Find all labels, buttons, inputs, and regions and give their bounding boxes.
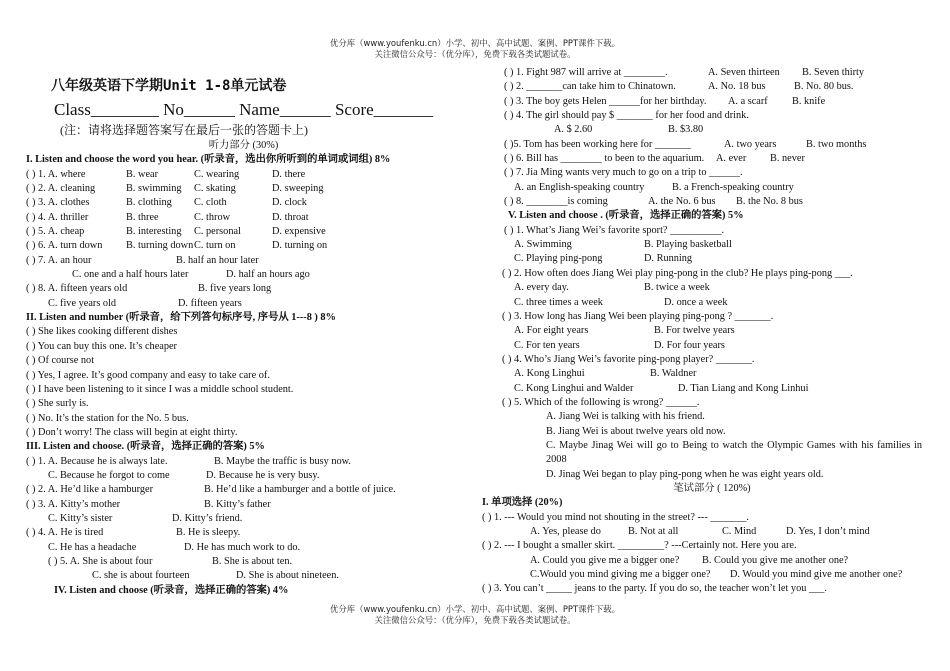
exam-title: 八年级英语下学期Unit 1-8单元试卷 <box>51 78 287 94</box>
option-d: D. once a week <box>664 296 728 308</box>
question-row <box>482 109 922 123</box>
option-d: D. Would you mind give me another one? <box>730 569 903 581</box>
option-d: D. clock <box>272 197 307 209</box>
list-item: ( ) I have been listening to it since I was a middle school student. <box>26 383 294 395</box>
question-stem: ( ) 2. A. cleaning <box>26 183 96 195</box>
option-c: C. personal <box>194 226 241 238</box>
option-a: A. ever <box>716 153 747 165</box>
section-3-heading: III. Listen and choose. (听录音，选择正确的答案) 5% <box>26 441 265 453</box>
question-row <box>482 123 922 137</box>
question-row <box>26 526 451 540</box>
option-b: B. Seven thirty <box>802 67 865 78</box>
option-c: C. Because he forgot to come <box>48 469 170 481</box>
question-stem: ( ) 4. A. He is tired <box>26 527 104 539</box>
option-b: B. He is sleepy. <box>176 527 241 539</box>
option-b: B. a French-speaking country <box>672 181 794 193</box>
option-b: B. two months <box>806 138 867 150</box>
question-row <box>26 254 451 268</box>
list-item: ( ) She likes cooking different dishes <box>26 326 178 338</box>
option-b: B. She is about ten. <box>212 555 293 567</box>
option-c: C. Playing ping-pong <box>514 253 603 265</box>
option-c: C. throw <box>194 211 231 223</box>
option-d: D. For four years <box>654 339 725 351</box>
list-item: ( ) Don’t worry! The class will begin at eight thirty. <box>26 426 238 438</box>
written-heading: 笔试部分 ( 120%) <box>673 482 751 494</box>
question-row <box>482 252 922 266</box>
section-1-items <box>26 168 451 254</box>
question-row <box>482 152 922 166</box>
question-stem: ( ) 3. The boy gets Helen ______for her birthday. <box>504 95 707 107</box>
option-d: D. Running <box>644 253 693 265</box>
question-row <box>482 181 922 195</box>
question-row <box>482 568 922 582</box>
right-column <box>482 66 922 597</box>
question-stem: ( )5. Tom has been working here for _______ <box>504 138 691 150</box>
option-b: B. Maybe the traffic is busy now. <box>214 455 351 467</box>
question-row <box>26 555 451 569</box>
option-b: B. No. 80 bus. <box>794 81 854 93</box>
option-d: D. expensive <box>272 226 326 238</box>
footer-line-2: 关注微信公众号：（优分库），免费下载各类试题试卷。 <box>374 615 576 625</box>
option-a: A. the No. 6 bus <box>648 196 716 208</box>
class-info-line: Class________ No______ Name______ Score_______ <box>54 100 434 119</box>
question-row <box>482 382 922 396</box>
option-b: B. He’d like a hamburger and a bottle of juice. <box>204 484 396 496</box>
option-c: C. Kitty’s sister <box>48 512 113 524</box>
question-row <box>26 225 451 239</box>
question-row <box>482 525 922 539</box>
option-c: C. five years old <box>48 297 117 309</box>
option-d: D. there <box>272 168 306 180</box>
question-row <box>482 66 922 80</box>
option-c: C. He has a headache <box>48 541 137 553</box>
option-b: B. knife <box>792 95 826 107</box>
option-a: A. Swimming <box>514 239 572 251</box>
question-row <box>26 196 451 210</box>
section-2-heading: II. Listen and number (听录音，给下列答句标序号, 序号从 1---8 ) 8% <box>26 312 336 324</box>
option-b: B. $3.80 <box>668 124 704 136</box>
question-row <box>26 469 451 483</box>
question-row <box>482 138 922 152</box>
question-stem: ( ) 2. --- I bought a smaller skirt. _________? ---Certainly not. Here you are. <box>482 540 797 552</box>
question-stem: ( ) 4. Who’s Jiang Wei’s favorite ping-pong player? _______. <box>502 353 755 365</box>
option-d: D. She is about nineteen. <box>236 570 339 582</box>
question-stem: ( ) 1. A. Because he is always late. <box>26 455 168 467</box>
option-d: D. Because he is very busy. <box>206 469 320 481</box>
question-row <box>482 166 922 180</box>
section-5 <box>482 209 922 482</box>
option-b: B. Not at all <box>628 526 679 537</box>
question-row <box>482 339 922 353</box>
question-row <box>26 483 451 497</box>
question-row <box>482 238 922 252</box>
question-row <box>26 168 451 182</box>
option-b: B. Kitty’s father <box>204 498 271 510</box>
option-d: D. He has much work to do. <box>184 541 301 553</box>
option-c: C. she is about fourteen <box>92 570 190 582</box>
question-stem: ( ) 7. Jia Ming wants very much to go on a trip to ______. <box>504 167 743 179</box>
option-d: D. Tian Liang and Kong Linhui <box>678 382 809 394</box>
section-4-questions <box>482 66 922 209</box>
header-line-1: 优分库（www.youfenku.cn）小学、初中、高中试题、案例、PPT课件下载。 <box>330 38 620 48</box>
option-d: D. half an hours ago <box>226 269 310 281</box>
written-section-1-heading: I. 单项选择 (20%) <box>482 497 563 509</box>
option-c: C. skating <box>194 183 236 195</box>
list-item: ( ) She surly is. <box>26 398 89 410</box>
listening-heading: 听力部分 (30%) <box>208 140 279 151</box>
option-b: B. three <box>126 211 159 223</box>
page-header <box>0 38 950 60</box>
question-stem: ( ) 5. A. She is about four <box>48 555 153 567</box>
section-4-heading: IV. Listen and choose (听录音，选择正确的答案) 4% <box>54 584 289 596</box>
question-row <box>26 297 451 311</box>
question-row <box>482 296 922 310</box>
option-b: B. turning down <box>126 240 194 252</box>
question-row <box>482 281 922 295</box>
question-stem: ( ) 4. A. thriller <box>26 211 89 223</box>
option-c: C. one and a half hours later <box>72 269 189 281</box>
question-stem: ( ) 2. How often does Jiang Wei play ping-pong in the club? He plays ping-pong ___. <box>502 267 853 279</box>
option-a: A. No. 18 bus <box>708 81 766 93</box>
option-b: B. Jiang Wei is about twelve years old now. <box>546 425 726 437</box>
option-b: B. For twelve years <box>654 325 735 337</box>
section-3 <box>26 440 451 583</box>
option-b: B. Could you give me another one? <box>702 554 849 566</box>
page-footer <box>0 604 950 626</box>
option-c: C. three times a week <box>514 296 603 308</box>
option-b: B. interesting <box>126 226 182 238</box>
option-b: B. twice a week <box>644 282 710 294</box>
option-b: B. never <box>770 153 805 165</box>
answer-note: (注：请将选择题答案写在最后一张的答题卡上) <box>60 123 308 137</box>
option-a: A. For eight years <box>514 325 589 337</box>
question-stem: ( ) 6. Bill has ________ to been to the aquarium. <box>504 153 705 165</box>
option-c: C. Kong Linghui and Walder <box>514 382 634 394</box>
written-section-1 <box>482 496 922 596</box>
option-d: D. throat <box>272 211 309 223</box>
option-c: C. Mind <box>722 526 757 537</box>
option-d: D. turning on <box>272 240 328 252</box>
option-c: C. wearing <box>194 168 240 180</box>
footer-line-1: 优分库（www.youfenku.cn）小学、初中、高中试题、案例、PPT课件下载。 <box>330 604 620 614</box>
list-item: ( ) Yes, I agree. It’s good company and easy to take care of. <box>26 369 270 381</box>
question-stem: ( ) 3. How long has Jiang Wei been playing ping-pong ? _______. <box>502 310 774 322</box>
question-stem: ( ) 2. _______can take him to Chinatown. <box>504 81 676 93</box>
option-a: A. Seven thirteen <box>708 67 780 78</box>
question-stem: ( ) 5. A. cheap <box>26 226 85 238</box>
option-d: D. Yes, I don’t mind <box>786 526 870 537</box>
option-b: B. the No. 8 bus <box>736 196 803 208</box>
question-row <box>482 367 922 381</box>
question-stem: ( ) 2. A. He’d like a hamburger <box>26 484 154 496</box>
option-b: B. Waldner <box>650 368 697 380</box>
question-row <box>26 268 451 282</box>
question-row <box>26 498 451 512</box>
option-b: B. half an hour later <box>176 254 259 266</box>
option-a: A. a scarf <box>728 95 768 107</box>
question-row <box>482 195 922 209</box>
option-b: B. clothing <box>126 197 172 209</box>
question-row <box>26 211 451 225</box>
question-row <box>26 455 451 469</box>
question-row <box>26 282 451 296</box>
option-c: C. cloth <box>194 197 227 209</box>
option-d: D. fifteen years <box>178 297 242 309</box>
question-row <box>482 554 922 568</box>
option-c: C. turn on <box>194 240 236 252</box>
option-a: A. $ 2.60 <box>554 124 593 136</box>
question-row <box>26 569 451 583</box>
option-d: D. Kitty’s friend. <box>172 512 243 524</box>
question-stem: ( ) 3. A. Kitty’s mother <box>26 498 121 510</box>
option-b: B. swimming <box>126 183 182 195</box>
option-a: A. Yes, please do <box>530 526 601 537</box>
list-item: ( ) You can buy this one. It’s cheaper <box>26 340 177 352</box>
option-a: A. every day. <box>514 282 569 294</box>
option-b: B. Playing basketball <box>644 239 732 251</box>
question-row <box>26 182 451 196</box>
option-a: A. Jiang Wei is talking with his friend. <box>546 411 705 423</box>
question-stem: ( ) 1. Fight 987 will arrive at ________. <box>504 67 668 78</box>
question-row <box>482 324 922 338</box>
option-b: B. five years long <box>198 283 272 295</box>
list-item: ( ) No. It’s the station for the No. 5 bus. <box>26 412 189 424</box>
left-column <box>26 66 451 598</box>
question-stem: ( ) 8. A. fifteen years old <box>26 283 128 295</box>
option-d: D. sweeping <box>272 183 324 195</box>
option-b: B. wear <box>126 168 159 180</box>
question-stem: ( ) 3. A. clothes <box>26 197 90 209</box>
question-stem: ( ) 4. The girl should pay $ _______ for her food and drink. <box>504 110 749 122</box>
question-row <box>26 239 451 253</box>
option-a: A. two years <box>724 138 777 150</box>
option-a: A. Kong Linghui <box>514 368 585 380</box>
question-stem: ( ) 8. ________is coming <box>504 196 608 208</box>
question-row <box>482 95 922 109</box>
question-stem: ( ) 3. You can’t _____ jeans to the party. If you do so, the teacher won’t let you ___. <box>482 583 827 595</box>
section-5-heading: V. Listen and choose . (听录音，选择正确的答案) 5% <box>508 210 744 222</box>
option-d: D. Jinag Wei began to play ping-pong when he was eight years old. <box>546 468 824 480</box>
question-stem: ( ) 1. What’s Jiang Wei’s favorite sport? __________. <box>504 224 725 236</box>
question-stem: ( ) 5. Which of the following is wrong? ______. <box>502 396 700 408</box>
option-c: C. Maybe Jinag Wei will go to Being to watch the Olympic Games with his families in 2008 <box>546 439 922 466</box>
section-1-heading: I. Listen and choose the word you hear. (听录音，选出你所听到的单词或词组) 8% <box>26 154 391 166</box>
list-item: ( ) Of course not <box>26 355 95 367</box>
section-1 <box>26 153 451 311</box>
question-row <box>26 512 451 526</box>
option-c: C.Would you mind giving me a bigger one? <box>530 569 711 581</box>
option-a: A. Could you give me a bigger one? <box>530 554 680 566</box>
option-c: C. For ten years <box>514 339 580 351</box>
question-row <box>26 541 451 555</box>
header-line-2: 关注微信公众号：（优分库），免费下载各类试题试卷。 <box>374 49 576 59</box>
option-a: A. an English-speaking country <box>514 181 645 193</box>
question-stem: ( ) 6. A. turn down <box>26 240 103 252</box>
question-stem: ( ) 1. --- Would you mind not shouting in the street? --- _______. <box>482 511 749 523</box>
question-row <box>482 80 922 94</box>
section-2 <box>26 311 451 440</box>
question-stem: ( ) 1. A. where <box>26 168 86 180</box>
question-stem: ( ) 7. A. an hour <box>26 254 92 266</box>
